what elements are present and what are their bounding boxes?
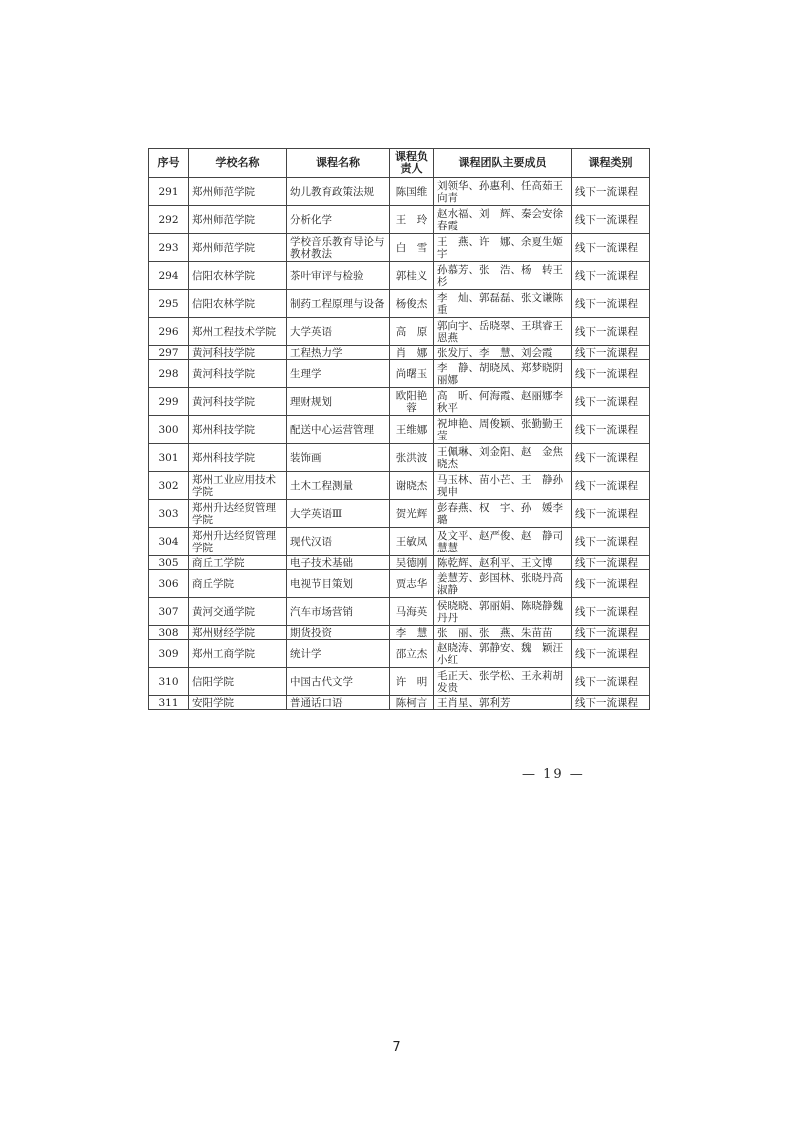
cell-leader: 王维娜 xyxy=(390,416,434,444)
cell-team: 张发厅、李 慧、刘会霞 xyxy=(434,346,572,360)
cell-school: 郑州科技学院 xyxy=(189,444,287,472)
cell-num: 305 xyxy=(149,556,189,570)
cell-num: 294 xyxy=(149,262,189,290)
cell-course: 制药工程原理与设备 xyxy=(287,290,390,318)
cell-course: 普通话口语 xyxy=(287,696,390,710)
cell-school: 郑州师范学院 xyxy=(189,206,287,234)
cell-school: 黄河科技学院 xyxy=(189,388,287,416)
cell-team: 张 丽、张 燕、朱苗苗 xyxy=(434,626,572,640)
cell-num: 296 xyxy=(149,318,189,346)
cell-leader: 王敏凤 xyxy=(390,528,434,556)
cell-leader: 贺光辉 xyxy=(390,500,434,528)
cell-leader: 马海英 xyxy=(390,598,434,626)
cell-course: 现代汉语 xyxy=(287,528,390,556)
cell-team: 郭向宇、岳晓翠、王琪睿王恩燕 xyxy=(434,318,572,346)
cell-num: 299 xyxy=(149,388,189,416)
cell-team: 马玉林、苗小芒、王 静孙现申 xyxy=(434,472,572,500)
table-row xyxy=(149,360,650,388)
header-leader: 课程负责人 xyxy=(390,149,434,178)
table-row xyxy=(149,318,650,346)
page-mark: — 19 — xyxy=(522,767,585,782)
cell-num: 298 xyxy=(149,360,189,388)
cell-leader: 杨俊杰 xyxy=(390,290,434,318)
table-row xyxy=(149,178,650,206)
header-category: 课程类别 xyxy=(572,149,650,178)
cell-team: 姜慧芳、彭国林、张晓丹高淑静 xyxy=(434,570,572,598)
cell-num: 293 xyxy=(149,234,189,262)
header-num: 序号 xyxy=(149,149,189,178)
cell-category: 线下一流课程 xyxy=(572,318,650,346)
cell-category: 线下一流课程 xyxy=(572,290,650,318)
cell-team: 陈乾辉、赵利平、王文博 xyxy=(434,556,572,570)
cell-category: 线下一流课程 xyxy=(572,472,650,500)
cell-course: 中国古代文学 xyxy=(287,668,390,696)
cell-leader: 欧阳艳蓉 xyxy=(390,388,434,416)
table-row xyxy=(149,388,650,416)
cell-team: 及文平、赵严俊、赵 静司慧慧 xyxy=(434,528,572,556)
cell-num: 302 xyxy=(149,472,189,500)
cell-school: 郑州升达经贸管理学院 xyxy=(189,528,287,556)
cell-category: 线下一流课程 xyxy=(572,696,650,710)
cell-leader: 谢晓杰 xyxy=(390,472,434,500)
table-row xyxy=(149,640,650,668)
cell-num: 297 xyxy=(149,346,189,360)
cell-school: 郑州科技学院 xyxy=(189,416,287,444)
cell-course: 分析化学 xyxy=(287,206,390,234)
cell-team: 高 昕、何海霞、赵丽娜李秋平 xyxy=(434,388,572,416)
cell-leader: 王 玲 xyxy=(390,206,434,234)
cell-category: 线下一流课程 xyxy=(572,360,650,388)
cell-leader: 邵立杰 xyxy=(390,640,434,668)
page-number: 7 xyxy=(392,1040,401,1055)
cell-course: 茶叶审评与检验 xyxy=(287,262,390,290)
cell-school: 郑州工业应用技术学院 xyxy=(189,472,287,500)
cell-num: 310 xyxy=(149,668,189,696)
cell-num: 301 xyxy=(149,444,189,472)
header-course: 课程名称 xyxy=(287,149,390,178)
table-row xyxy=(149,668,650,696)
table-header xyxy=(149,149,650,178)
cell-category: 线下一流课程 xyxy=(572,556,650,570)
cell-category: 线下一流课程 xyxy=(572,626,650,640)
table-row xyxy=(149,262,650,290)
cell-num: 303 xyxy=(149,500,189,528)
cell-category: 线下一流课程 xyxy=(572,598,650,626)
cell-course: 工程热力学 xyxy=(287,346,390,360)
cell-leader: 吴德刚 xyxy=(390,556,434,570)
cell-num: 300 xyxy=(149,416,189,444)
table-row xyxy=(149,444,650,472)
cell-num: 292 xyxy=(149,206,189,234)
cell-category: 线下一流课程 xyxy=(572,262,650,290)
table-row xyxy=(149,346,650,360)
cell-category: 线下一流课程 xyxy=(572,640,650,668)
cell-category: 线下一流课程 xyxy=(572,346,650,360)
cell-course: 配送中心运营管理 xyxy=(287,416,390,444)
cell-category: 线下一流课程 xyxy=(572,206,650,234)
cell-team: 刘领华、孙惠利、任高茹王向青 xyxy=(434,178,572,206)
cell-team: 王佩琳、刘金阳、赵 金焦晓杰 xyxy=(434,444,572,472)
cell-team: 毛正天、张学松、王永莉胡发贵 xyxy=(434,668,572,696)
cell-leader: 尚曙玉 xyxy=(390,360,434,388)
cell-leader: 郭桂义 xyxy=(390,262,434,290)
cell-course: 大学英语 xyxy=(287,318,390,346)
cell-team: 王 燕、许 娜、余夏生姬 宇 xyxy=(434,234,572,262)
cell-course: 期货投资 xyxy=(287,626,390,640)
table-row xyxy=(149,206,650,234)
cell-num: 304 xyxy=(149,528,189,556)
cell-category: 线下一流课程 xyxy=(572,416,650,444)
cell-school: 信阳农林学院 xyxy=(189,290,287,318)
cell-team: 李 灿、郭磊磊、张文谦陈 重 xyxy=(434,290,572,318)
cell-team: 李 静、胡晓凤、郑梦晓阴丽娜 xyxy=(434,360,572,388)
cell-category: 线下一流课程 xyxy=(572,668,650,696)
cell-course: 电视节目策划 xyxy=(287,570,390,598)
table-row xyxy=(149,696,650,710)
cell-school: 郑州工商学院 xyxy=(189,640,287,668)
cell-team: 赵晓涛、郭静安、魏 颖汪小红 xyxy=(434,640,572,668)
cell-course: 装饰画 xyxy=(287,444,390,472)
cell-leader: 李 慧 xyxy=(390,626,434,640)
cell-course: 大学英语Ⅲ xyxy=(287,500,390,528)
table-row xyxy=(149,234,650,262)
cell-school: 郑州工程技术学院 xyxy=(189,318,287,346)
cell-num: 307 xyxy=(149,598,189,626)
cell-school: 安阳学院 xyxy=(189,696,287,710)
cell-course: 学校音乐教育导论与教材教法 xyxy=(287,234,390,262)
cell-leader: 陈国维 xyxy=(390,178,434,206)
table-row xyxy=(149,416,650,444)
cell-category: 线下一流课程 xyxy=(572,528,650,556)
cell-leader: 许 明 xyxy=(390,668,434,696)
table-row xyxy=(149,556,650,570)
cell-leader: 张洪波 xyxy=(390,444,434,472)
course-table xyxy=(148,148,650,710)
table-row xyxy=(149,528,650,556)
cell-category: 线下一流课程 xyxy=(572,178,650,206)
header-row xyxy=(149,149,650,178)
cell-team: 赵水福、刘 辉、秦会安徐春霞 xyxy=(434,206,572,234)
cell-school: 信阳农林学院 xyxy=(189,262,287,290)
table-row xyxy=(149,500,650,528)
cell-leader: 高 原 xyxy=(390,318,434,346)
cell-category: 线下一流课程 xyxy=(572,570,650,598)
cell-num: 295 xyxy=(149,290,189,318)
cell-course: 理财规划 xyxy=(287,388,390,416)
cell-category: 线下一流课程 xyxy=(572,388,650,416)
cell-school: 郑州师范学院 xyxy=(189,178,287,206)
header-school: 学校名称 xyxy=(189,149,287,178)
cell-school: 商丘工学院 xyxy=(189,556,287,570)
cell-course: 土木工程测量 xyxy=(287,472,390,500)
table-row xyxy=(149,598,650,626)
table-row xyxy=(149,570,650,598)
cell-leader: 陈柯言 xyxy=(390,696,434,710)
cell-school: 黄河科技学院 xyxy=(189,346,287,360)
table-body xyxy=(149,178,650,710)
cell-school: 黄河科技学院 xyxy=(189,360,287,388)
cell-course: 幼儿教育政策法规 xyxy=(287,178,390,206)
cell-course: 电子技术基础 xyxy=(287,556,390,570)
cell-leader: 肖 娜 xyxy=(390,346,434,360)
cell-school: 黄河交通学院 xyxy=(189,598,287,626)
cell-num: 311 xyxy=(149,696,189,710)
cell-num: 306 xyxy=(149,570,189,598)
cell-school: 信阳学院 xyxy=(189,668,287,696)
table-row xyxy=(149,626,650,640)
table-row xyxy=(149,472,650,500)
cell-team: 王肖星、郭利芳 xyxy=(434,696,572,710)
cell-school: 郑州师范学院 xyxy=(189,234,287,262)
cell-team: 彭春燕、权 宇、孙 媛李 璐 xyxy=(434,500,572,528)
cell-num: 308 xyxy=(149,626,189,640)
cell-leader: 贾志华 xyxy=(390,570,434,598)
cell-school: 郑州财经学院 xyxy=(189,626,287,640)
cell-num: 309 xyxy=(149,640,189,668)
cell-num: 291 xyxy=(149,178,189,206)
cell-leader: 白 雪 xyxy=(390,234,434,262)
cell-category: 线下一流课程 xyxy=(572,444,650,472)
cell-team: 侯晓晓、郭丽娟、陈晓静魏丹丹 xyxy=(434,598,572,626)
cell-school: 商丘学院 xyxy=(189,570,287,598)
cell-school: 郑州升达经贸管理学院 xyxy=(189,500,287,528)
cell-team: 祝坤艳、周俊颖、张勤勤王 莹 xyxy=(434,416,572,444)
table-row xyxy=(149,290,650,318)
header-team: 课程团队主要成员 xyxy=(434,149,572,178)
cell-category: 线下一流课程 xyxy=(572,234,650,262)
cell-course: 汽车市场营销 xyxy=(287,598,390,626)
cell-course: 统计学 xyxy=(287,640,390,668)
cell-team: 孙慕芳、张 浩、杨 转王 杉 xyxy=(434,262,572,290)
cell-course: 生理学 xyxy=(287,360,390,388)
cell-category: 线下一流课程 xyxy=(572,500,650,528)
